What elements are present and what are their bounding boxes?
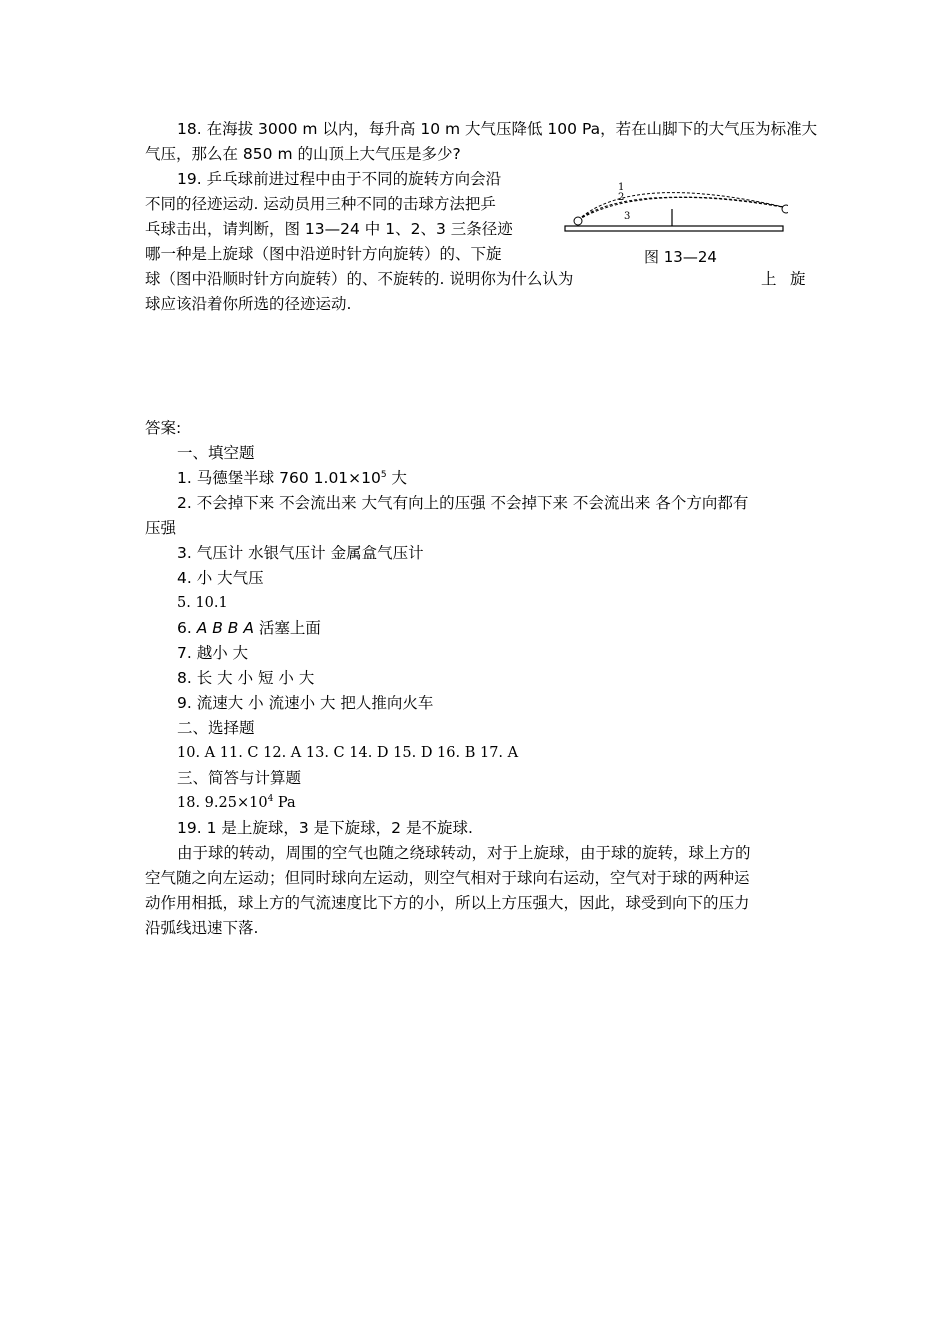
q19-line-5	[145, 267, 807, 291]
answer-10-17: 10. A 11. C 12. A 13. C 14. D 15. D 16. B 17. A	[177, 745, 519, 761]
q19-line-3: 乓球击出，请判断，图 13—24 中 1、2、3 三条径迹	[145, 220, 513, 238]
answers-heading: 答案:	[145, 419, 182, 437]
table-surface	[565, 226, 783, 231]
q19-line-4: 哪一种是上旋球（图中沿逆时针方向旋转）的、下旋	[145, 245, 502, 263]
trajectory-label-1: 1	[618, 182, 625, 193]
section-short-answer: 三、简答与计算题	[177, 769, 302, 787]
answer-1	[177, 466, 407, 490]
explanation-line-4: 沿弧线迅速下落.	[145, 919, 259, 937]
q19-line-5-text: 球（图中沿顺时针方向旋转）的、不旋转的. 说明你为什么认为	[145, 270, 574, 288]
answer-18-text: 18. 9.25×10	[177, 795, 268, 811]
answer-9: 9. 流速大 小 流速小 大 把人推向火车	[177, 694, 434, 712]
trajectory-label-3: 3	[624, 211, 631, 222]
answer-18-unit: Pa	[273, 795, 296, 811]
trajectory-2	[578, 197, 788, 220]
answer-18	[177, 791, 296, 815]
answer-3: 3. 气压计 水银气压计 金属盒气压计	[177, 544, 424, 562]
q19-line-6: 球应该沿着你所选的径迹运动.	[145, 295, 352, 313]
answer-2-line-1: 2. 不会掉下来 不会流出来 大气有向上的压强 不会掉下来 不会流出来 各个方向都有	[177, 494, 749, 512]
figure-caption: 图 13—24	[644, 248, 717, 266]
q19-line-2: 不同的径迹运动. 运动员用三种不同的击球方法把乒	[145, 195, 496, 213]
trajectory-label-2: 2	[618, 192, 625, 203]
answer-6-tail: 活塞上面	[253, 619, 321, 637]
ball-end	[782, 205, 788, 213]
explanation-line-3: 动作用相抵，球上方的气流速度比下方的小，所以上方压强大，因此，球受到向下的压力	[145, 894, 750, 912]
trajectory-1	[578, 193, 788, 220]
ping-pong-trajectory-figure	[562, 178, 788, 240]
answer-7: 7. 越小 大	[177, 644, 249, 662]
answer-2-line-2: 压强	[145, 519, 177, 537]
answer-1-tail: 大	[386, 469, 408, 487]
answer-6	[177, 616, 321, 640]
section-fill-blank: 一、填空题	[177, 444, 255, 462]
answer-6-number: 6.	[177, 619, 197, 637]
explanation-line-1: 由于球的转动，周围的空气也随之绕球转动，对于上旋球，由于球的旋转，球上方的	[177, 844, 751, 862]
answer-8: 8. 长 大 小 短 小 大	[177, 669, 315, 687]
section-multiple-choice: 二、选择题	[177, 719, 255, 737]
answer-6-letters: A B B A	[196, 619, 254, 637]
trajectory-3	[578, 197, 788, 220]
q19-line-5-char-b: 旋	[790, 270, 806, 288]
answer-5: 5. 10.1	[177, 595, 228, 611]
answer-19: 19. 1 是上旋球，3 是下旋球，2 是不旋球.	[177, 819, 473, 837]
answer-1-text: 1. 马德堡半球 760 1.01×10	[177, 469, 381, 487]
answer-18-exponent: 4	[267, 794, 274, 804]
ball-start	[574, 217, 582, 225]
q19-line-1: 19. 乒乓球前进过程中由于不同的旋转方向会沿	[177, 170, 502, 188]
q18-line-2: 气压，那么在 850 m 的山顶上大气压是多少?	[145, 145, 461, 163]
answer-4: 4. 小 大气压	[177, 569, 264, 587]
explanation-line-2: 空气随之向左运动；但同时球向左运动，则空气相对于球向右运动，空气对于球的两种运	[145, 869, 750, 887]
q18-line-1: 18. 在海拔 3000 m 以内，每升高 10 m 大气压降低 100 Pa，若在山脚下的大气压为标准大	[177, 120, 818, 138]
answer-1-exponent: 5	[380, 470, 387, 480]
q19-line-5-char-a: 上	[761, 270, 777, 288]
